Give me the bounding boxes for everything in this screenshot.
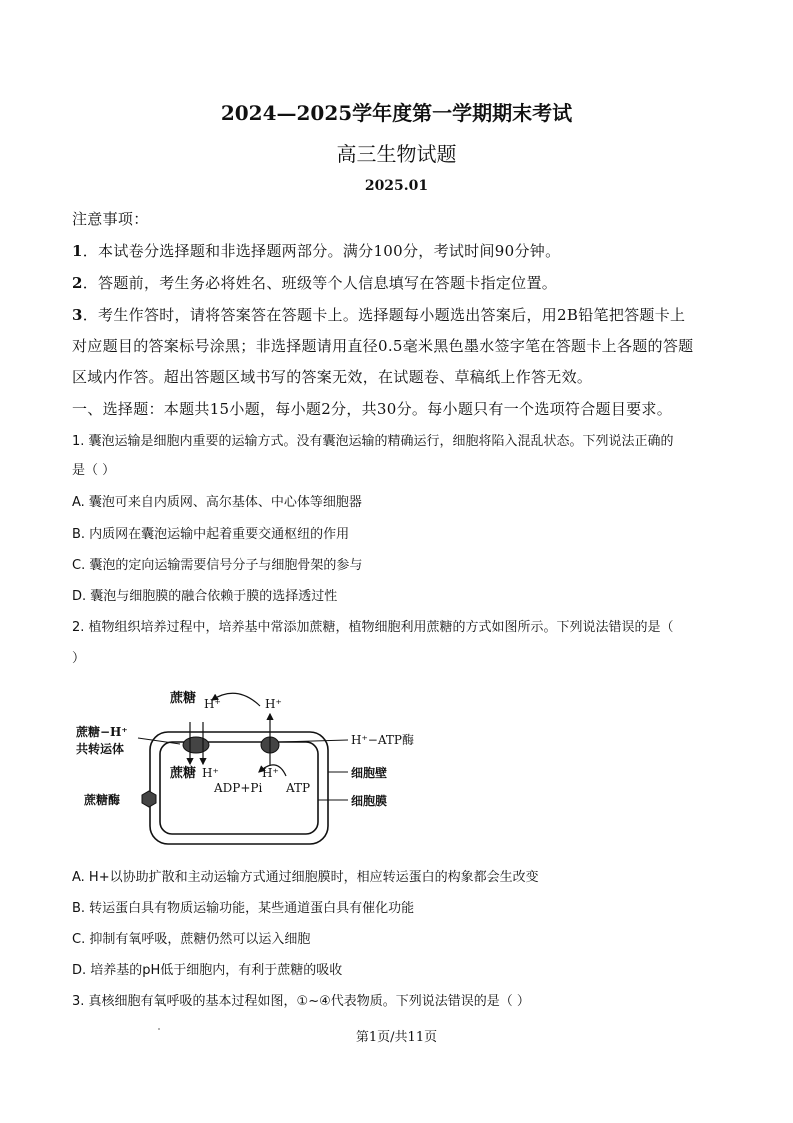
question-1-option-c: C. 囊泡的定向运输需要信号分子与细胞骨架的参与 xyxy=(72,558,363,573)
label-cotransporter-1: 蔗糖−H⁺ xyxy=(76,725,128,739)
question-1-stem-2: 是（ ） xyxy=(72,463,116,478)
question-2-option-c: C. 抑制有氧呼吸，蔗糖仍然可以运入细胞 xyxy=(72,932,311,947)
sucrase-enzyme xyxy=(142,791,156,807)
exam-title: 2024—2025学年度第一学期期末考试 xyxy=(220,101,573,125)
notice-item-3-line-3: 区域内作答。超出答题区域书写的答案无效，在试题卷、草稿纸上作答无效。 xyxy=(72,368,593,386)
section-heading: 一、选择题：本题共15小题，每小题2分，共30分。每小题只有一个选项符合题目要求。 xyxy=(72,400,673,418)
notice-item-2 xyxy=(72,272,722,293)
label-atp: ATP xyxy=(286,781,311,795)
exam-subtitle: 高三生物试题 xyxy=(336,142,457,166)
sucrose-transport-diagram xyxy=(72,686,432,846)
question-3-stem: 3. 真核细胞有氧呼吸的基本过程如图，①~④代表物质。下列说法错误的是（ ） xyxy=(72,994,530,1009)
question-1-option-d: D. 囊泡与细胞膜的融合依赖于膜的选择透过性 xyxy=(72,589,338,604)
question-1-option-a: A. 囊泡可来自内质网、高尔基体、中心体等细胞器 xyxy=(72,495,362,510)
label-adp: ADP+Pi xyxy=(214,781,263,795)
exam-date: 2025.01 xyxy=(364,178,429,194)
notice-item-number: 2 xyxy=(72,274,83,292)
question-2-stem: 2. 植物组织培养过程中，培养基中常添加蔗糖，植物细胞利用蔗糖的方式如图所示。下列说法错误的是（ xyxy=(72,620,674,635)
label-cell-wall: 细胞壁 xyxy=(351,766,388,780)
label-h-inner1: H⁺ xyxy=(202,766,219,780)
notice-item-1 xyxy=(72,240,722,261)
label-h-inner2: H⁺ xyxy=(262,766,279,780)
question-2-option-d: D. 培养基的pH低于细胞内，有利于蔗糖的吸收 xyxy=(72,963,343,978)
notice-item-3 xyxy=(72,304,722,325)
cotransporter-pointer xyxy=(138,738,180,744)
notice-item-3-line-2: 对应题目的答案标号涂黑；非选择题请用直径0.5毫米黑色墨水签字笔在答题卡上各题的答题 xyxy=(72,337,694,355)
page-number: 第1页/共11页 xyxy=(355,1030,438,1045)
notice-item-text: ．本试卷分选择题和非选择题两部分。满分100分，考试时间90分钟。 xyxy=(82,242,561,260)
label-cotransporter-2: 共转运体 xyxy=(76,742,125,756)
notice-item-text: ．答题前，考生务必将姓名、班级等个人信息填写在答题卡指定位置。 xyxy=(82,274,558,292)
question-2-stem-2: ） xyxy=(72,651,86,666)
label-h-top2: H⁺ xyxy=(265,697,282,711)
atpase-pointer xyxy=(279,740,348,742)
notice-item-number: 3 xyxy=(72,306,83,324)
label-cell-membrane: 细胞膜 xyxy=(351,794,388,808)
label-sucrose-inner: 蔗糖 xyxy=(170,766,197,781)
question-2-option-a: A. H+以协助扩散和主动运输方式通过细胞膜时，相应转运蛋白的构象都会生改变 xyxy=(72,870,539,885)
label-sucrose-top: 蔗糖 xyxy=(170,691,197,706)
cotransporter-protein xyxy=(183,737,209,753)
label-sucrase: 蔗糖酶 xyxy=(84,793,121,807)
question-2-option-b: B. 转运蛋白具有物质运输功能，某些通道蛋白具有催化功能 xyxy=(72,901,415,916)
question-1-stem: 1. 囊泡运输是细胞内重要的运输方式。没有囊泡运输的精确运行，细胞将陷入混乱状态。下列说法正确的 xyxy=(72,434,674,449)
notice-heading: 注意事项： xyxy=(72,210,149,228)
notice-item-text: ．考生作答时，请将答案答在答题卡上。选择题每小题选出答案后，用2B铅笔把答题卡上 xyxy=(82,306,686,324)
question-1-option-b: B. 内质网在囊泡运输中起着重要交通枢纽的作用 xyxy=(72,527,350,542)
label-h-top1: H⁺ xyxy=(204,697,221,711)
label-atpase: H⁺−ATP酶 xyxy=(351,733,414,747)
notice-item-number: 1 xyxy=(72,242,83,260)
